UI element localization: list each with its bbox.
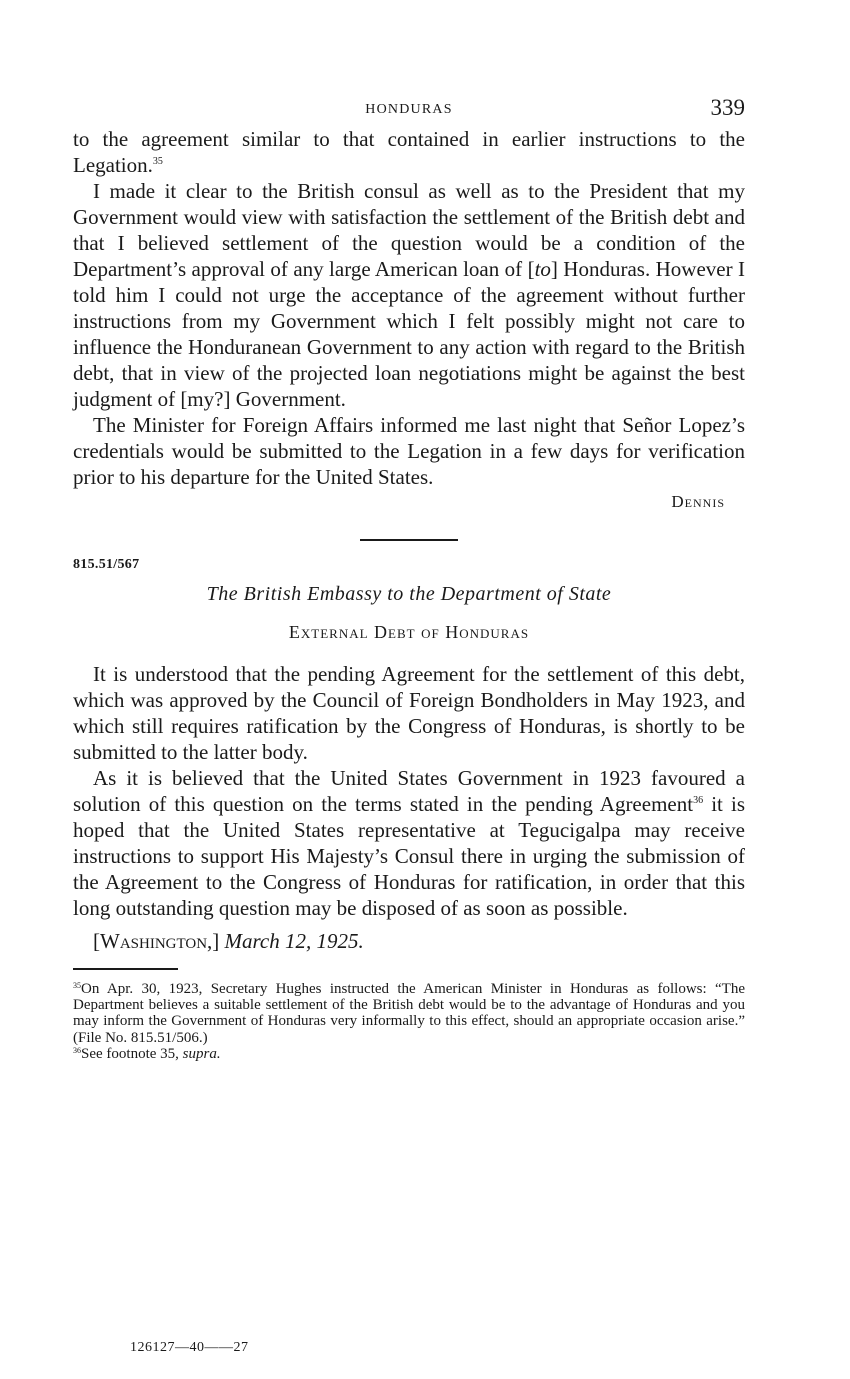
dateline-date: March 12, 1925. [224,929,364,953]
body-paragraph: It is understood that the pending Agreement for the settlement of this debt, which was approved by the Council of Foreign Bondholders in May 1923, and which still requires ratification by the Congress of Honduras, is shortly to be submitted to the latter body. [73,662,745,764]
footnote-36 [73,1046,745,1062]
document-subheading: External Debt of Honduras [288,622,530,642]
footnote-number: 36 [73,1045,81,1055]
section-divider [360,539,458,541]
body-paragraph [73,765,745,921]
footnote-italic: supra. [182,1045,221,1062]
dateline [73,929,745,954]
paragraph-text: ] Honduras. However I told him I could not urge the acceptance of the agreement without further instructions from my Government which I felt possibly might not care to influence the Honduranean Government to any action with regard to the British debt, that in view of the projected loan negotiations might be against the best judgment of [my?] Government. [73,257,745,411]
running-head [73,90,745,126]
footnotes [73,981,745,1062]
italic-insertion: to [534,257,551,281]
signature: Dennis [671,492,725,511]
dateline-place: [Washington,] [93,929,220,953]
paragraph-text: As it is believed that the United States Government in 1923 favoured a solution of this question on the terms stated in the pending Agreement [73,766,745,816]
footnote-number: 35 [73,981,81,990]
continuation-text: to the agreement similar to that contained in earlier instructions to the Legation. [73,127,745,177]
running-title: HONDURAS [365,102,453,117]
paragraph-text: it is hoped that the United States representative at Tegucigalpa may receive instructions to support His Majesty’s Consul there in urging the submission of the Agreement to the Congress of Honduras for ratification, in order that this long outstanding question may be disposed of as soon as possible. [73,792,745,920]
file-number: 815.51/567 [73,557,140,572]
footnote-divider [73,968,178,970]
printer-code: 126127—40——27 [130,1340,249,1355]
paragraph-text: I made it clear to the British consul as well as to the President that my Government would view with satisfaction the settlement of the British debt and that I believed settlement of the question would be a condition of the Department’s approval of any large American loan of [ [73,179,745,281]
footnote-ref-36[interactable]: 36 [693,795,704,806]
document-heading: The British Embassy to the Department of State [206,583,612,605]
footnote-ref-35[interactable]: 35 [152,156,163,167]
document-page [73,90,745,1062]
footnote-35 [73,981,745,1046]
footnote-text: See footnote 35, [81,1045,183,1062]
footnote-text: On Apr. 30, 1923, Secretary Hughes instructed the American Minister in Honduras as follows: “The Department believes a suitable settlement of the British debt would be to the advantage of Honduras and you may inform the Government of Honduras very informally to this effect, should an appropriate occasion arise.” (File No. 815.51/506.) [73,981,745,1046]
body-paragraph [73,178,745,412]
page-number: 339 [710,95,745,120]
body-paragraph: The Minister for Foreign Affairs informed me last night that Señor Lopez’s credentials would be submitted to the Legation in a few days for verification prior to his departure for the United States. [73,413,745,489]
continuation-paragraph [73,126,745,178]
